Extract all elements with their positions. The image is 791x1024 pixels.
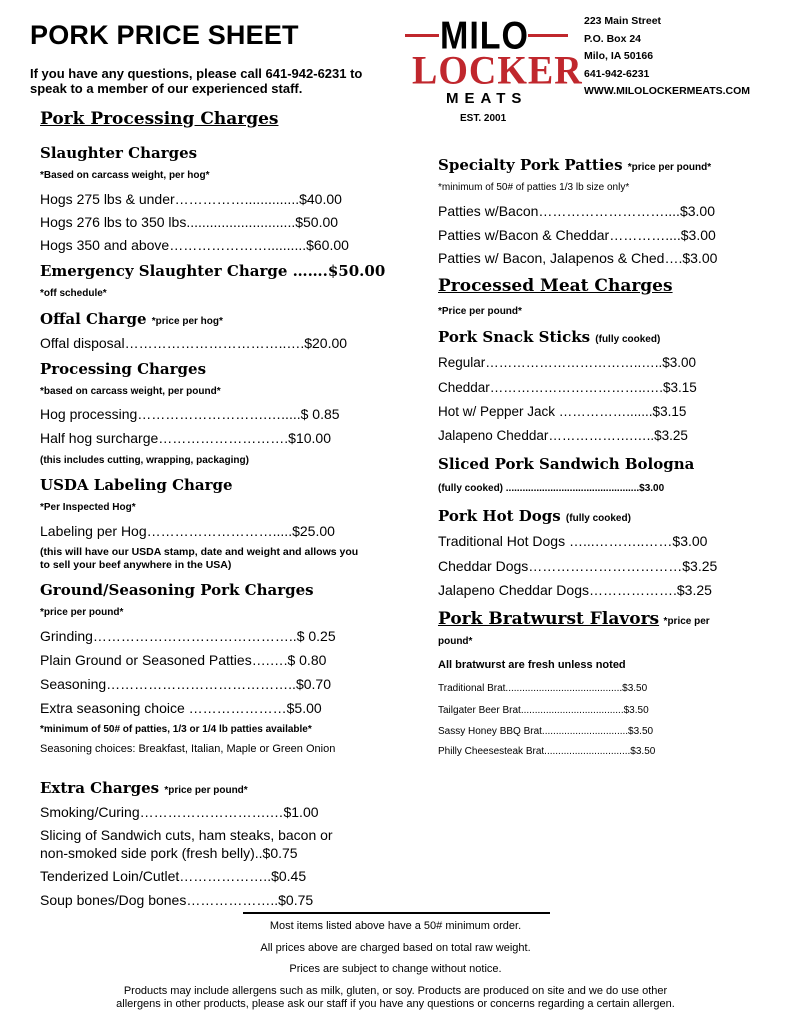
row-brat-traditional: Traditional Brat..........................................$3.50 [438, 683, 648, 694]
heading-processing: Processing Charges [40, 360, 207, 378]
logo-rule-right [528, 34, 568, 37]
row-brat-sassy-honey: Sassy Honey BBQ Brat...............................$3.50 [438, 726, 654, 737]
page-title: PORK PRICE SHEET [30, 20, 299, 50]
row-sticks-cheddar: Cheddar……………………………..….$3.15 [438, 380, 697, 395]
heading-usda: USDA Labeling Charge [40, 476, 233, 494]
heading-offal: Offal Charge *price per hog* [40, 310, 223, 328]
subnote-ground: *minimum of 50# of patties, 1/3 or 1/4 lb patties available* [40, 724, 312, 735]
section-processed-meat: Processed Meat Charges [438, 276, 673, 296]
row-sticks-jalapeno: Jalapeno Cheddar……………….…..$3.25 [438, 428, 688, 443]
row-labeling: Labeling per Hog……………………….....$25.00 [40, 523, 335, 539]
row-soup-bones: Soup bones/Dog bones………………..$0.75 [40, 892, 314, 908]
heading-emergency: Emergency Slaughter Charge …….$50.00 [40, 262, 386, 280]
heading-hot-dogs: Pork Hot Dogs (fully cooked) [438, 507, 631, 525]
heading-extra-charges: Extra Charges *price per pound* [40, 779, 248, 797]
row-plain-ground: Plain Ground or Seasoned Patties….….$ 0.80 [40, 652, 327, 668]
heading-bologna: Sliced Pork Sandwich Bologna [438, 455, 695, 473]
offal-note: *price per hog* [151, 316, 223, 327]
footer-price-change: Prices are subject to change without notice. [289, 963, 502, 975]
brats-note-1: *price per [663, 616, 710, 627]
footer-raw-weight: All prices above are charged based on total raw weight. [260, 942, 531, 954]
row-brat-tailgater: Tailgater Beer Brat.....................................$3.50 [438, 705, 649, 716]
row-extra-seasoning: Extra seasoning choice …………………$5.00 [40, 700, 322, 716]
row-bologna: (fully cooked) ................................................$3.00 [438, 483, 665, 494]
row-hogs-350: Hogs 350 and above…………………..........$60.00 [40, 237, 349, 253]
address-street: 223 Main Street [584, 15, 662, 27]
logo-est: EST. 2001 [460, 113, 507, 124]
address-website[interactable]: WWW.MILOLOCKERMEATS.COM [584, 85, 751, 97]
row-hog-processing: Hog processing……………………….….....$ 0.85 [40, 406, 340, 422]
note-emergency: *off schedule* [40, 288, 107, 299]
note-processed: *Price per pound* [438, 306, 522, 317]
logo-meats: MEATS [446, 90, 528, 107]
row-sticks-regular: Regular……………………………..…..$3.00 [438, 355, 697, 370]
subnote-usda: (this will have our USDA stamp, date and weight and allows you to sell your beef anywhere in the USA) [40, 546, 359, 571]
subnote-processing: (this includes cutting, wrapping, packaging) [40, 455, 249, 466]
row-hotdogs-traditional: Traditional Hot Dogs …...………..……$3.00 [438, 533, 708, 549]
intro-text: If you have any questions, please call 641-942-6231 to speak to a member of our experienced staff. [30, 66, 363, 96]
row-hotdogs-cheddar: Cheddar Dogs……………………………$3.25 [438, 558, 718, 574]
note-bratwurst: All bratwurst are fresh unless noted [438, 659, 626, 671]
row-half-hog: Half hog surcharge……………………….$10.00 [40, 430, 331, 446]
row-patties-bacon-cheddar: Patties w/Bacon & Cheddar…………....$3.00 [438, 227, 716, 243]
address-city: Milo, IA 50166 [584, 50, 654, 62]
row-grinding: Grinding……………………………………..$ 0.25 [40, 628, 336, 644]
note-processing: *based on carcass weight, per pound* [40, 386, 221, 397]
note-patties: *minimum of 50# of patties 1/3 lb size only* [438, 182, 630, 193]
heading-slaughter: Slaughter Charges [40, 144, 198, 162]
row-smoking: Smoking/Curing……………………….…$1.00 [40, 804, 319, 820]
row-brat-philly: Philly Cheesesteak Brat...............................$3.50 [438, 746, 656, 757]
row-offal: Offal disposal……………………………..….$20.00 [40, 335, 348, 351]
address-block [584, 13, 750, 101]
note-ground: *price per pound* [40, 607, 124, 618]
extra-note: *price per pound* [164, 785, 248, 796]
logo-rule-left [405, 34, 439, 37]
note-slaughter: *Based on carcass weight, per hog* [40, 170, 210, 181]
row-hogs-276-350: Hogs 276 lbs to 350 lbs............................$50.00 [40, 214, 339, 230]
sticks-note: (fully cooked) [595, 334, 661, 345]
heading-specialty-patties: Specialty Pork Patties *price per pound* [438, 156, 712, 174]
patties-note: *price per pound* [627, 162, 712, 173]
hotdogs-note: (fully cooked) [565, 513, 631, 524]
row-patties-bacon-jalapeno: Patties w/ Bacon, Jalapenos & Ched….$3.00 [438, 250, 718, 266]
brats-note-2: pound* [438, 636, 473, 647]
row-slicing-2: non-smoked side pork (fresh belly)..$0.75 [40, 845, 298, 861]
row-slicing-1: Slicing of Sandwich cuts, ham steaks, bacon or [40, 827, 333, 843]
address-po: P.O. Box 24 [584, 32, 642, 45]
row-sticks-pepper-jack: Hot w/ Pepper Jack …………….......$3.15 [438, 404, 687, 419]
address-phone[interactable]: 641-942-6231 [584, 67, 650, 80]
section-pork-processing: Pork Processing Charges [40, 109, 279, 129]
footer-minimum: Most items listed above have a 50# minimum order. [269, 920, 522, 932]
logo-locker: LOCKER [412, 49, 583, 94]
row-tenderized: Tenderized Loin/Cutlet………………..$0.45 [40, 868, 307, 884]
row-patties-bacon: Patties w/Bacon………………………....$3.00 [438, 203, 715, 219]
note-usda: *Per Inspected Hog* [40, 502, 136, 513]
footer-allergen-1: Products may include allergens such as milk, gluten, or soy. Products are produced on site and we do use other [123, 985, 668, 997]
seasoning-choices: Seasoning choices: Breakfast, Italian, Maple or Green Onion [40, 743, 336, 755]
heading-bratwurst: Pork Bratwurst Flavors *price per [438, 609, 710, 629]
heading-ground-seasoning: Ground/Seasoning Pork Charges [40, 581, 314, 599]
footer-allergen-2: allergens in other products, please ask our staff if you have any questions or concerns regarding a certain allergen. [116, 998, 675, 1010]
row-seasoning: Seasoning…………………………………..$0.70 [40, 676, 331, 692]
row-hogs-275: Hogs 275 lbs & under……………..............$40.00 [40, 191, 342, 207]
heading-snack-sticks: Pork Snack Sticks (fully cooked) [438, 328, 661, 346]
footer-divider [243, 912, 550, 914]
row-hotdogs-jalapeno: Jalapeno Cheddar Dogs……………….$3.25 [438, 582, 712, 598]
logo-milo: MILO [440, 14, 529, 58]
